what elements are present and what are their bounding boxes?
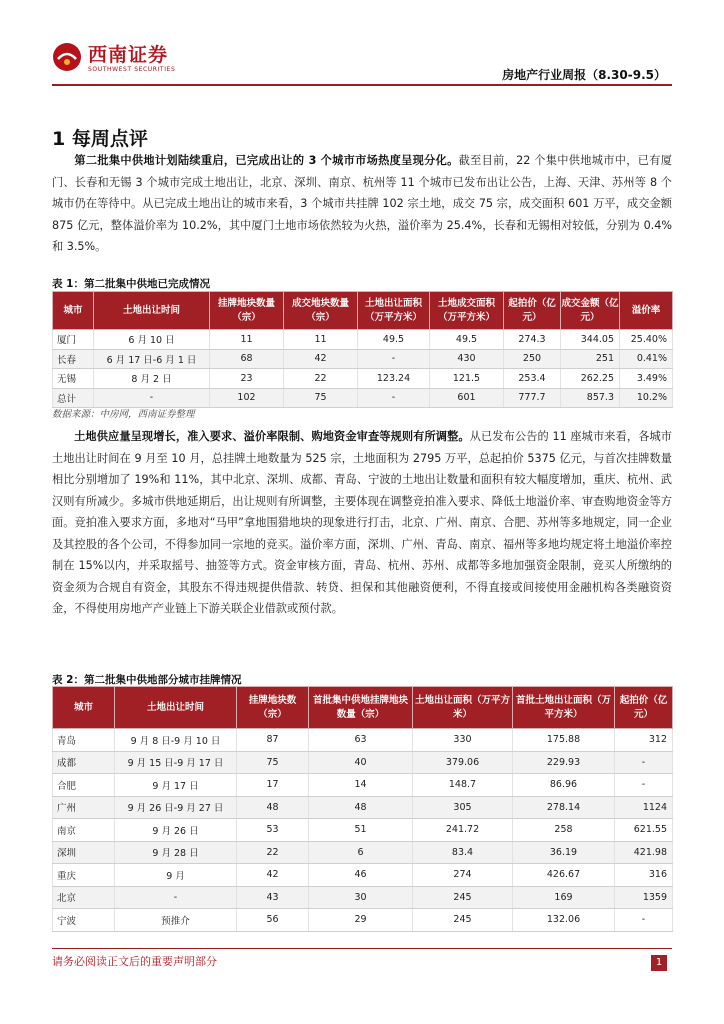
table1-header-cell: 成交地块数量（宗） — [284, 292, 358, 330]
table-cell: 250 — [504, 349, 561, 369]
table-cell: 274 — [413, 864, 513, 887]
table-cell: 青岛 — [53, 729, 115, 752]
table-cell: 621.55 — [615, 819, 673, 842]
table-cell: 40 — [309, 751, 413, 774]
table-cell: 777.7 — [504, 388, 561, 408]
table-cell: 广州 — [53, 796, 115, 819]
table-cell: 9 月 17 日 — [115, 774, 237, 797]
table-cell: - — [115, 886, 237, 909]
table-cell: 132.06 — [513, 909, 615, 932]
table1-header-cell: 土地出让时间 — [94, 292, 210, 330]
table-cell: 深圳 — [53, 841, 115, 864]
table-cell: 245 — [413, 886, 513, 909]
paragraph-2-lead: 土地供应量呈现增长，准入要求、溢价率限制、购地资金审查等规则有所调整。 — [74, 430, 470, 443]
table-cell: 53 — [237, 819, 309, 842]
logo-text: 西南证券 — [88, 44, 169, 66]
table-row — [53, 909, 673, 932]
table-cell: 56 — [237, 909, 309, 932]
table-1-caption: 表 1：第二批集中供地已完成情况 — [52, 278, 210, 290]
table-cell: 11 — [284, 330, 358, 350]
report-title: 房地产行业周报（8.30-9.5） — [502, 68, 666, 82]
table-row — [53, 369, 673, 389]
table-cell: 22 — [284, 369, 358, 389]
table-cell: 23 — [210, 369, 284, 389]
table-cell: 51 — [309, 819, 413, 842]
table1-header-cell: 土地成交面积（万平方米） — [430, 292, 504, 330]
table-cell: 南京 — [53, 819, 115, 842]
table-row — [53, 349, 673, 369]
table-cell: 6 月 10 日 — [94, 330, 210, 350]
table-cell: 316 — [615, 864, 673, 887]
table-cell: 241.72 — [413, 819, 513, 842]
table1-header-cell: 溢价率 — [620, 292, 673, 330]
table-cell: 42 — [237, 864, 309, 887]
table-row — [53, 864, 673, 887]
table-cell: 17 — [237, 774, 309, 797]
table-cell: 87 — [237, 729, 309, 752]
table-cell: 成都 — [53, 751, 115, 774]
table-row — [53, 388, 673, 408]
paragraph-1-body: 截至目前，22 个集中供地城市中，已有厦门、长春和无锡 3 个城市完成土地出让，北京、深圳、南京、杭州等 11 个城市已发布出让公告，上海、天津、苏州等 8 个城市仍在等待中。从已完成土地出让的城市来看，3 个城市共挂牌 102 宗土地，成交 75 宗，成交面积 601 万平，成交金额 875 亿元，整体溢价率为 10.2%，其中厦门土地市场依然较为火热，溢价率为 25.4%，长春和无锡相对较低，分别为 0.4%和 3.5%。 — [52, 154, 672, 253]
table-cell: 245 — [413, 909, 513, 932]
table-cell: 29 — [309, 909, 413, 932]
table-cell: 123.24 — [358, 369, 430, 389]
table-cell: 121.5 — [430, 369, 504, 389]
table-cell: 6 — [309, 841, 413, 864]
table-cell: 229.93 — [513, 751, 615, 774]
table2-header-cell: 土地出让时间 — [115, 687, 237, 729]
table-cell: - — [358, 349, 430, 369]
table-cell: 30 — [309, 886, 413, 909]
table-cell: 22 — [237, 841, 309, 864]
table-cell: - — [358, 388, 430, 408]
table1-header-cell: 起拍价（亿元） — [504, 292, 561, 330]
table-cell: 25.40% — [620, 330, 673, 350]
table-cell: - — [615, 751, 673, 774]
section-title-text: 每周点评 — [71, 128, 148, 150]
table-row — [53, 774, 673, 797]
table-cell: 274.3 — [504, 330, 561, 350]
table-cell: 68 — [210, 349, 284, 369]
table-cell: 278.14 — [513, 796, 615, 819]
paragraph-2 — [52, 426, 672, 620]
table-cell: 9 月 28 日 — [115, 841, 237, 864]
table-cell: 43 — [237, 886, 309, 909]
table-cell: 总计 — [53, 388, 94, 408]
table-cell: 426.67 — [513, 864, 615, 887]
table-cell: 11 — [210, 330, 284, 350]
table-2-caption: 表 2：第二批集中供地部分城市挂牌情况 — [52, 674, 242, 686]
table-cell: 148.7 — [413, 774, 513, 797]
table-cell: - — [94, 388, 210, 408]
table-cell: 379.06 — [413, 751, 513, 774]
table-cell: 344.05 — [561, 330, 620, 350]
table-row — [53, 330, 673, 350]
table-row — [53, 886, 673, 909]
section-title — [52, 124, 148, 151]
table-cell: 258 — [513, 819, 615, 842]
table-row — [53, 729, 673, 752]
table-cell: - — [615, 909, 673, 932]
table-row — [53, 819, 673, 842]
table-cell: 421.98 — [615, 841, 673, 864]
table2-header-cell: 起拍价（亿元） — [615, 687, 673, 729]
section-number: 1 — [52, 128, 66, 150]
table-cell: 合肥 — [53, 774, 115, 797]
table-cell: 14 — [309, 774, 413, 797]
table1-header-cell: 城市 — [53, 292, 94, 330]
table-cell: 48 — [237, 796, 309, 819]
table-cell: 75 — [237, 751, 309, 774]
footer-divider — [52, 948, 672, 949]
table-cell: 83.4 — [413, 841, 513, 864]
table-cell: 宁波 — [53, 909, 115, 932]
table-cell: 48 — [309, 796, 413, 819]
table-cell: 10.2% — [620, 388, 673, 408]
table-cell: 8 月 2 日 — [94, 369, 210, 389]
table-2-header-row — [53, 687, 673, 729]
table-cell: 0.41% — [620, 349, 673, 369]
table-cell: 430 — [430, 349, 504, 369]
table-cell: 857.3 — [561, 388, 620, 408]
table-cell: 9 月 15 日-9 月 17 日 — [115, 751, 237, 774]
table-2 — [52, 686, 673, 932]
table-cell: 42 — [284, 349, 358, 369]
table-cell: 46 — [309, 864, 413, 887]
table-cell: 3.49% — [620, 369, 673, 389]
table1-header-cell: 土地出让面积（万平方米） — [358, 292, 430, 330]
paragraph-2-body: 从已发布公告的 11 座城市来看，各城市土地出让时间在 9 月至 10 月，总挂牌土地数量为 525 宗，土地面积为 2795 万平，总起拍价 5375 亿元，与首次挂牌数量相比分别增加了 19%和 11%，其中北京、深圳、成都、青岛、宁波的土地出让数量和面积有较大幅度增加，重庆、杭州、武汉则有所减少。多城市供地延期后，出让规则有所调整，主要体现在调整竞拍准入要求、降低土地溢价率、审查购地资金等方面。竞拍准入要求方面，多地对“马甲”拿地围猎地块的现象进行打击，北京、广州、南京、合肥、苏州等多地规定，同一企业及其控股的各个公司，不得参加同一宗地的竞买。溢价率方面，深圳、广州、青岛、南京、福州等多地均规定将土地溢价率控制在 15%以内，并采取摇号、抽签等方式。资金审核方面，青岛、杭州、苏州、成都等多地加强资金限制，竞买人所缴纳的资金须为合规自有资金，其股东不得违规提供借款、转贷、担保和其他融资便利，不得直接或间接使用金融机构各类融资资金，不得使用房地产产业链上下游关联企业借款或预付款。 — [52, 430, 672, 615]
table-cell: 63 — [309, 729, 413, 752]
table-row — [53, 841, 673, 864]
table2-header-cell: 土地出让面积（万平方米） — [413, 687, 513, 729]
page-number: 1 — [651, 955, 667, 971]
table-1 — [52, 291, 673, 408]
table-cell: 6 月 17 日-6 月 1 日 — [94, 349, 210, 369]
table-cell: 9 月 26 日 — [115, 819, 237, 842]
table-row — [53, 751, 673, 774]
table-1-source: 数据来源：中房网，西南证券整理 — [52, 409, 195, 420]
table-cell: 1359 — [615, 886, 673, 909]
table-cell: 北京 — [53, 886, 115, 909]
table-cell: 厦门 — [53, 330, 94, 350]
table-cell: 49.5 — [430, 330, 504, 350]
logo-mark-icon — [52, 42, 82, 72]
table-cell: 169 — [513, 886, 615, 909]
header-divider — [52, 84, 672, 86]
table1-header-cell: 挂牌地块数量（宗） — [210, 292, 284, 330]
table2-header-cell: 首批集中供地挂牌地块数量（宗） — [309, 687, 413, 729]
table-cell: 175.88 — [513, 729, 615, 752]
table-cell: 262.25 — [561, 369, 620, 389]
table-cell: 9 月 8 日-9 月 10 日 — [115, 729, 237, 752]
page-header — [0, 0, 724, 90]
table-cell: 305 — [413, 796, 513, 819]
company-logo — [52, 40, 212, 78]
table-cell: 86.96 — [513, 774, 615, 797]
table-cell: 9 月 26 日-9 月 27 日 — [115, 796, 237, 819]
logo-subtext: SOUTHWEST SECURITIES — [88, 66, 176, 73]
table1-header-cell: 成交金额（亿元） — [561, 292, 620, 330]
table-cell: 长春 — [53, 349, 94, 369]
table-cell: 330 — [413, 729, 513, 752]
table-1-header-row — [53, 292, 673, 330]
table-cell: 312 — [615, 729, 673, 752]
table-cell: 102 — [210, 388, 284, 408]
table2-header-cell: 城市 — [53, 687, 115, 729]
paragraph-1-lead: 第二批集中供地计划陆续重启，已完成出让的 3 个城市市场热度呈现分化。 — [74, 154, 459, 167]
table-cell: 无锡 — [53, 369, 94, 389]
table-cell: - — [615, 774, 673, 797]
table-cell: 9 月 — [115, 864, 237, 887]
footer-disclaimer: 请务必阅读正文后的重要声明部分 — [52, 955, 217, 968]
table-cell: 重庆 — [53, 864, 115, 887]
table-cell: 36.19 — [513, 841, 615, 864]
table-cell: 预推介 — [115, 909, 237, 932]
table-cell: 49.5 — [358, 330, 430, 350]
table-cell: 75 — [284, 388, 358, 408]
table2-header-cell: 挂牌地块数（宗） — [237, 687, 309, 729]
table-cell: 601 — [430, 388, 504, 408]
table2-header-cell: 首批土地出让面积（万平方米） — [513, 687, 615, 729]
table-cell: 1124 — [615, 796, 673, 819]
table-cell: 253.4 — [504, 369, 561, 389]
table-cell: 251 — [561, 349, 620, 369]
paragraph-1 — [52, 150, 672, 258]
table-row — [53, 796, 673, 819]
